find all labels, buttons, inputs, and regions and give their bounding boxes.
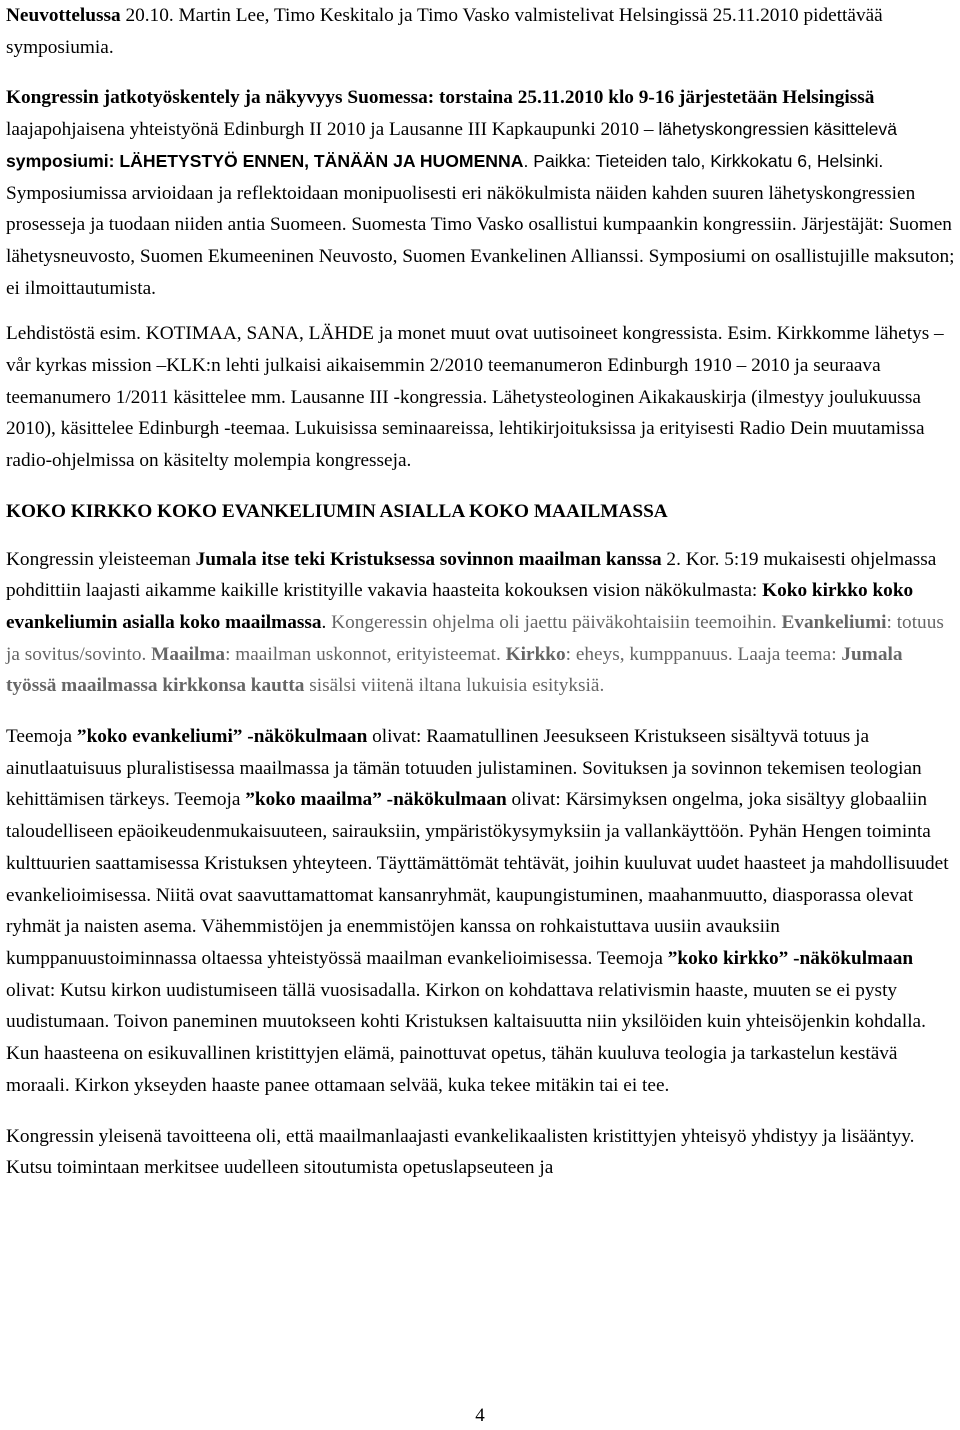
theme-world: Maailma bbox=[151, 643, 226, 665]
theme-vision: Koko kirkko koko evankeliumin asialla koko maailmassa bbox=[6, 580, 914, 633]
perspectives-text-3: olivat: Kärsimyksen ongelma, joka sisältyy globaaliin taloudelliseen epäoikeudenmukaisuuteen, sairauksiin, ympäristökysymyksiin ja vallankäyttöön. Pyhän Hengen toiminta kulttuurien saattamisessa Kristuksen yhteyteen. Täyttämättömät tehtävät, joihin kuuluvat uudet haasteet ja mahdollisuudet evankelioimisessa. Niitä ovat saavuttamattomat kansanryhmät, kaupungistuminen, maahanmuutto, diasporassa olevat ryhmät ja naisten asema. Vähemmistöjen ja enemmistöjen kanssa on rohkaistuttava uusiin avauksiin kumppanuustoiminnassa oltaessa yhteistyössä maailman evankelioimisessa. Teemoja bbox=[6, 789, 949, 969]
paragraph-negotiation-lead: Neuvottelussa bbox=[6, 5, 121, 26]
paragraph-press: Lehdistöstä esim. KOTIMAA, SANA, LÄHDE ja monet muut ovat uutisoineet kongressista. Esim. Kirkkomme lähetys –vår kyrkas mission –KLK:n lehti julkaisi aikaisemmin 2/2010 teemanumeron Edinburgh 1910 – 2010 ja seuraava teemanumero 1/2011 käsittelee mm. Lausanne III -kongressia. Lähetysteologinen Aikakauskirja (ilmestyy joulukuussa 2010), käsittelee Edinburgh -teemaa. Lukuisissa seminaareissa, lehtikirjoituksissa ja erityisesti Radio Dein muutamissa radio-ohjelmissa on käsitelty molempia kongresseja. bbox=[6, 323, 944, 472]
paragraph-negotiation bbox=[6, 0, 956, 63]
theme-main: Jumala itse teki Kristuksessa sovinnon maailman kanssa bbox=[195, 548, 662, 570]
symposium-lead: Kongressin jatkotyöskentely ja näkyvyys Suomessa: torstaina 25.11.2010 klo 9-16 järjestetään Helsingissä bbox=[6, 87, 875, 109]
theme-program-2: : totuus ja sovitus/sovinto. bbox=[6, 611, 944, 665]
document-page bbox=[6, 0, 956, 1184]
theme-gospel: Evankeliumi bbox=[781, 611, 887, 633]
paragraph-theme bbox=[6, 544, 956, 703]
theme-text-3: . bbox=[321, 611, 332, 633]
theme-program-5: sisälsi viitenä iltana lukuisia esityksiä. bbox=[304, 675, 605, 697]
theme-god-at-work: Jumala työssä maailmassa kirkkonsa kautta bbox=[6, 643, 903, 697]
perspective-church: ”koko kirkko” -näkökulmaan bbox=[667, 947, 914, 969]
theme-program-4: : eheys, kumppanuus. Laaja teema: bbox=[565, 643, 842, 665]
paragraph-symposium bbox=[6, 82, 956, 304]
section-heading: KOKO KIRKKO KOKO EVANKELIUMIN ASIALLA KOKO MAAILMASSA bbox=[6, 500, 668, 522]
theme-program-1: Kongeressin ohjelma oli jaettu päiväkohtaisiin teemoihin. bbox=[331, 611, 782, 633]
perspectives-text-2: olivat: Raamatullinen Jeesukseen Kristukseen sisältyvä totuus ja ainutlaatuisuus pluralistisessa maailmassa ja tämän totuuden julistaminen. Sovituksen ja sovinnon tekemisen teologian kehittämisen tärkeys. Teemoja bbox=[6, 726, 922, 811]
paragraph-negotiation-text: 20.10. Martin Lee, Timo Keskitalo ja Timo Vasko valmistelivat Helsingissä 25.11.2010 pidettävää symposiumia. bbox=[6, 5, 883, 58]
perspective-world: ”koko maailma” -näkökulmaan bbox=[245, 789, 507, 811]
symposium-venue: . Paikka: Tieteiden talo, Kirkkokatu 6, Helsinki. bbox=[523, 150, 884, 171]
symposium-text-sans-1: lähetyskongressien käsittelevä bbox=[658, 119, 897, 140]
theme-text-1: Kongressin yleisteeman bbox=[6, 548, 196, 570]
paragraph-goal: Kongressin yleisenä tavoitteena oli, että maailmanlaajasti evankelikaalisten kristittyjen yhteisyö yhdistyy ja lisääntyy. Kutsu toimintaan merkitsee uudelleen sitoutumista opetuslapseuteen ja bbox=[6, 1125, 915, 1179]
perspectives-text-4: olivat: Kutsu kirkon uudistumiseen tällä vuosisadalla. Kirkon on kohdattava relativismin haaste, muuten se ei pysty uudistumaan. Toivon paneminen muutokseen kohti Kristuksen kaltaisuutta niin yksilöiden kuin yhteisöjenkin kohdalla. Kun haasteena on esikuvallinen kristittyjen elämä, painottuvat opetus, tähän kuuluva teologia ja tarkastelun kestävä moraali. Kirkon ykseyden haaste panee ottamaan selvää, kuka tekee mitäkin tai ei tee. bbox=[6, 979, 926, 1096]
theme-text-2: 2. Kor. 5:19 mukaisesti ohjelmassa pohdittiin laajasti aikamme kaikille kristityille vakavia haasteita kokouksen vision näkökulmasta: bbox=[6, 548, 937, 602]
perspective-gospel: ”koko evankeliumi” -näkökulmaan bbox=[76, 726, 368, 748]
symposium-title: symposiumi: LÄHETYSTYÖ ENNEN, TÄNÄÄN JA HUOMENNA bbox=[6, 150, 524, 171]
theme-program-3: : maailman uskonnot, erityisteemat. bbox=[225, 643, 506, 665]
page-number: 4 bbox=[475, 1405, 485, 1426]
symposium-text-1: laajapohjaisena yhteistyönä Edinburgh II 2010 ja Lausanne III Kapkaupunki 2010 – bbox=[6, 119, 654, 141]
perspectives-text-1: Teemoja bbox=[6, 726, 77, 748]
paragraph-perspectives bbox=[6, 721, 956, 1101]
symposium-text-2: Symposiumissa arvioidaan ja reflektoidaan monipuolisesti eri näkökulmista näiden kahden suuren lähetyskongressien prosesseja ja tuodaan niiden antia Suomeen. Suomesta Timo Vasko osallistui kumpaankin kongressiin. Järjestäjät: Suomen lähetysneuvosto, Suomen Ekumeeninen Neuvosto, Suomen Evankelinen Allianssi. Symposiumi on osallistujille maksuton; ei ilmoittautumista. bbox=[6, 182, 955, 299]
theme-church: Kirkko bbox=[505, 643, 566, 665]
